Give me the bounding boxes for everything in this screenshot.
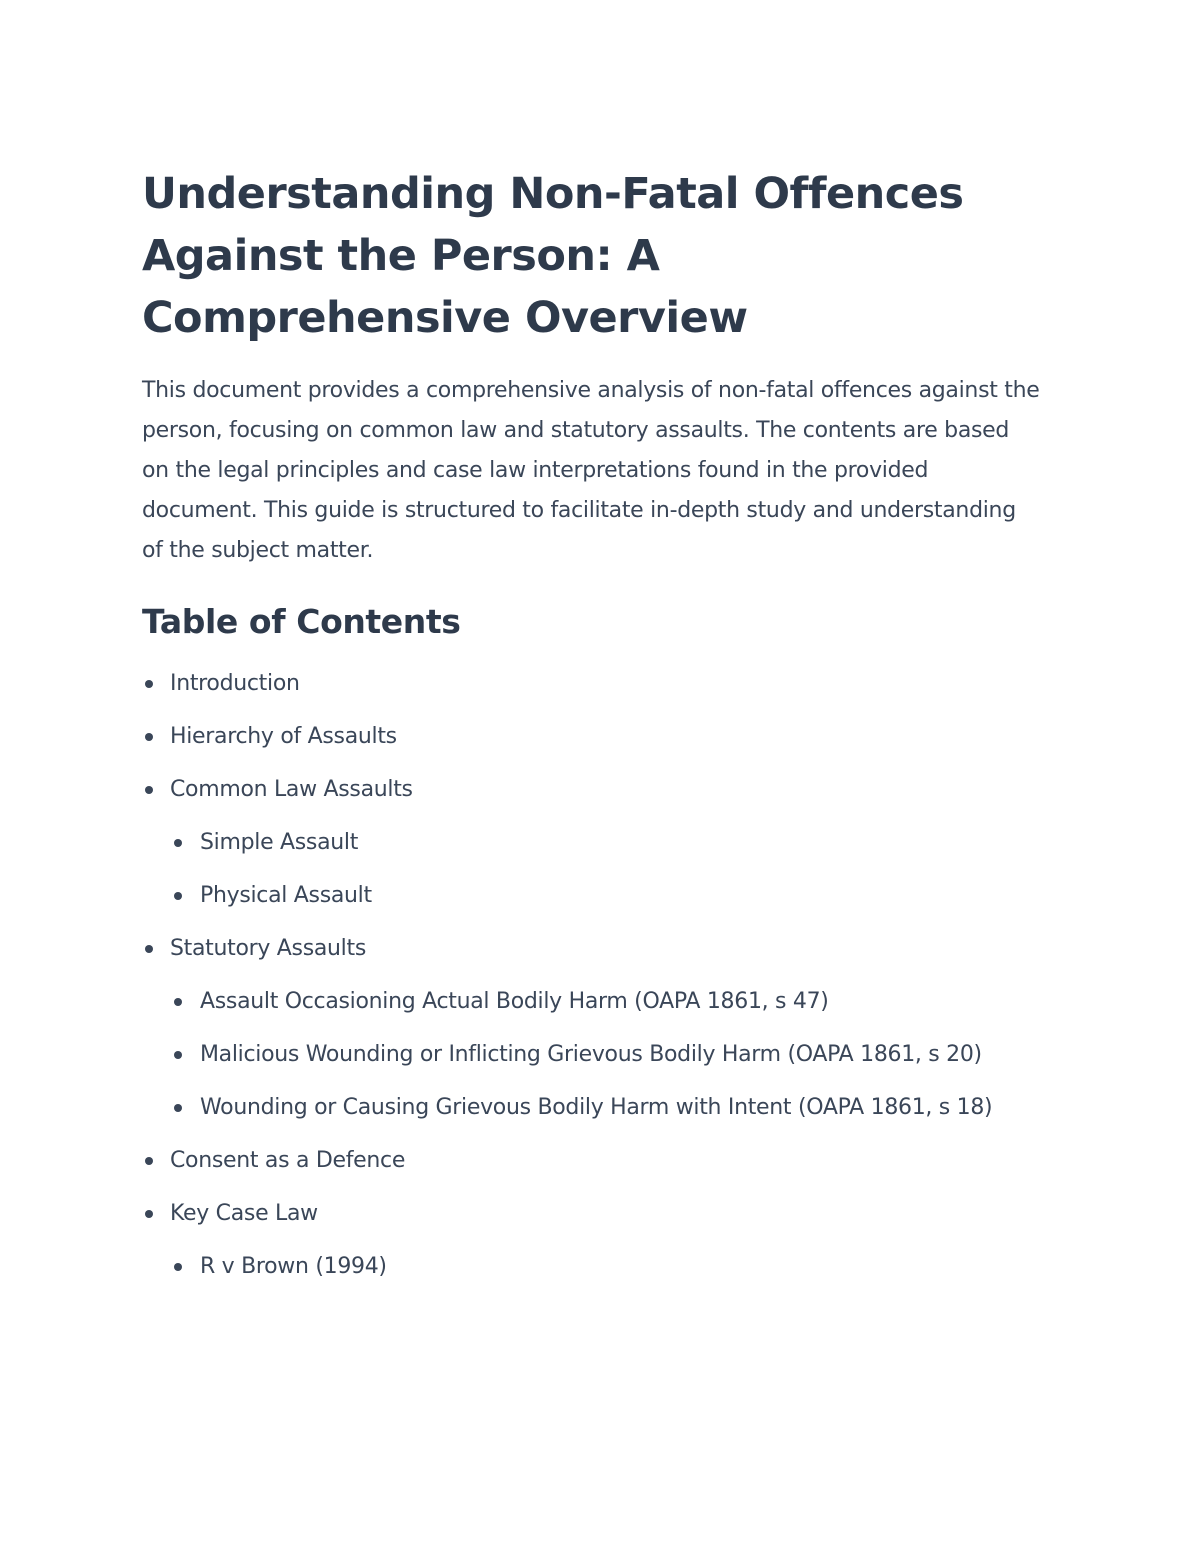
intro-paragraph: This document provides a comprehensive analysis of non-fatal offences against the person, focusing on common law and statutory assaults. The contents are based on the legal principles and case law interpretations found in the provided document. This guide is structured to facilitate in-depth study and understanding of the subject matter. xyxy=(142,378,1040,563)
toc-subitem-s20-gbh xyxy=(142,1035,1042,1075)
toc-item-label: Introduction xyxy=(170,671,300,696)
bullet-icon xyxy=(145,945,153,953)
bullet-icon xyxy=(145,1157,153,1165)
bullet-icon xyxy=(174,998,182,1006)
toc-item-label: Common Law Assaults xyxy=(170,777,413,802)
bullet-icon xyxy=(174,892,182,900)
document-title: Understanding Non-Fatal Offences Against the Person: A Comprehensive Overview xyxy=(142,169,964,343)
bullet-icon xyxy=(145,733,153,741)
toc-item-label: Key Case Law xyxy=(170,1201,318,1226)
toc-item-label: Physical Assault xyxy=(200,883,372,908)
toc-item-label: Consent as a Defence xyxy=(170,1148,406,1173)
toc-subitem-physical-assault xyxy=(142,876,1042,916)
table-of-contents xyxy=(142,664,1042,1287)
toc-subitem-abh xyxy=(142,982,1042,1022)
toc-item-common-law-assaults xyxy=(142,770,1042,810)
bullet-icon xyxy=(174,839,182,847)
toc-item-label: Wounding or Causing Grievous Bodily Harm with Intent (OAPA 1861, s 18) xyxy=(200,1095,993,1120)
toc-item-key-case-law xyxy=(142,1194,1042,1234)
toc-subitem-simple-assault xyxy=(142,823,1042,863)
bullet-icon xyxy=(174,1104,182,1112)
toc-heading: Table of Contents xyxy=(142,602,461,641)
toc-item-introduction xyxy=(142,664,1042,704)
toc-item-label: Statutory Assaults xyxy=(170,936,366,961)
bullet-icon xyxy=(145,1210,153,1218)
bullet-icon xyxy=(174,1263,182,1271)
toc-item-label: Assault Occasioning Actual Bodily Harm (OAPA 1861, s 47) xyxy=(200,989,829,1014)
toc-item-label: R v Brown (1994) xyxy=(200,1254,387,1279)
bullet-icon xyxy=(145,786,153,794)
toc-item-consent-as-a-defence xyxy=(142,1141,1042,1181)
document-page xyxy=(142,163,1042,1300)
toc-item-label: Simple Assault xyxy=(200,830,359,855)
toc-subitem-s18-gbh xyxy=(142,1088,1042,1128)
bullet-icon xyxy=(174,1051,182,1059)
toc-subitem-r-v-brown xyxy=(142,1247,1042,1287)
toc-item-label: Malicious Wounding or Inflicting Grievous Bodily Harm (OAPA 1861, s 20) xyxy=(200,1042,982,1067)
toc-item-statutory-assaults xyxy=(142,929,1042,969)
toc-item-hierarchy-of-assaults xyxy=(142,717,1042,757)
toc-item-label: Hierarchy of Assaults xyxy=(170,724,397,749)
bullet-icon xyxy=(145,680,153,688)
